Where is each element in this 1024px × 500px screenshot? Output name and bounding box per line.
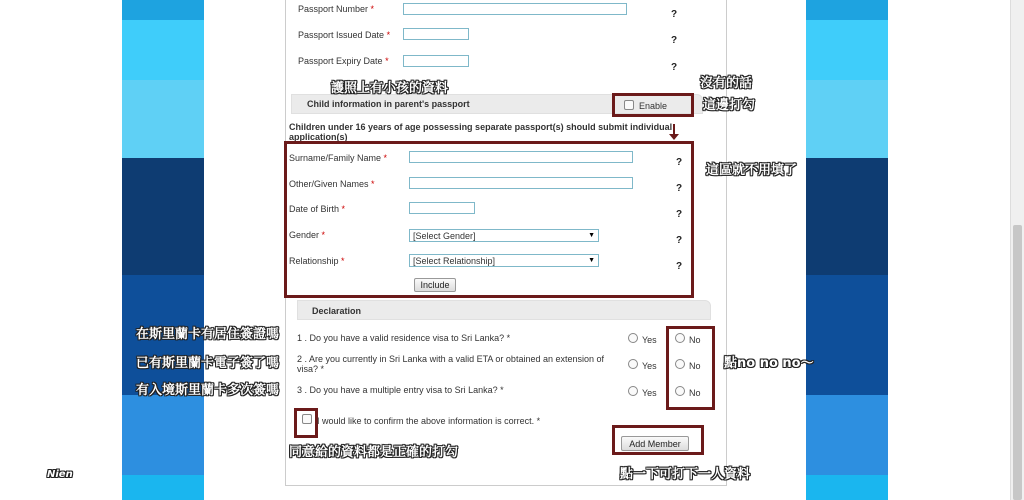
q3-no-label: No xyxy=(689,388,701,398)
annotation-residence-visa: 在斯里蘭卡有居住簽證嗎 xyxy=(136,327,280,342)
passport-expiry-help[interactable]: ? xyxy=(671,62,678,73)
stripe xyxy=(122,395,204,475)
child-separate-passport-notice: Children under 16 years of age possessing separate passport(s) should submit individual application(s) xyxy=(289,122,673,142)
stripe xyxy=(806,158,888,275)
q2-yes-radio[interactable] xyxy=(628,359,638,369)
passport-issued-help[interactable]: ? xyxy=(671,35,678,46)
signature: Nien xyxy=(47,469,73,480)
stripe xyxy=(122,80,204,158)
child-dob-help[interactable]: ? xyxy=(676,209,683,220)
child-surname-help[interactable]: ? xyxy=(676,157,683,168)
annotation-add-next: 點一下可打下一人資料 xyxy=(620,467,751,482)
annotation-check-here: 這邊打勾 xyxy=(703,98,756,113)
q2-no-radio[interactable] xyxy=(675,359,685,369)
child-relationship-help[interactable]: ? xyxy=(676,261,683,272)
q1-no-radio[interactable] xyxy=(675,333,685,343)
child-gender-label: Gender * xyxy=(289,230,326,240)
stripe xyxy=(122,20,204,80)
stripe xyxy=(806,475,888,500)
child-relationship-label: Relationship * xyxy=(289,256,345,266)
q3-no-radio[interactable] xyxy=(675,386,685,396)
annotation-confirm-correct: 同意給的資料都是正確的打勾 xyxy=(289,445,459,460)
child-relationship-select-value: [Select Relationship] xyxy=(413,255,496,266)
dropdown-arrow-icon: ▼ xyxy=(588,257,595,264)
child-gender-help[interactable]: ? xyxy=(676,235,683,246)
q3-yes-radio[interactable] xyxy=(628,386,638,396)
annotation-child-passport: 護照上有小孩的資料 xyxy=(331,81,449,96)
child-dob-label: Date of Birth * xyxy=(289,204,346,214)
include-button[interactable]: Include xyxy=(414,278,456,292)
child-surname-label: Surname/Family Name * xyxy=(289,153,388,163)
scrollbar-thumb[interactable] xyxy=(1013,225,1022,500)
annotation-eta-visa: 已有斯里蘭卡電子簽了嗎 xyxy=(136,356,280,371)
declaration-title: Declaration xyxy=(312,306,362,316)
child-fields-highlight-box xyxy=(284,141,694,298)
child-gender-select-value: [Select Gender] xyxy=(413,230,476,241)
stripe xyxy=(806,395,888,475)
q3-yes-label: Yes xyxy=(642,388,657,398)
child-relationship-select[interactable] xyxy=(409,254,599,267)
annotation-if-not: 沒有的話 xyxy=(700,76,753,91)
annotation-all-no: 點no no no～ xyxy=(724,356,814,371)
child-gender-select[interactable] xyxy=(409,229,599,242)
passport-number-help[interactable]: ? xyxy=(671,9,678,20)
declaration-question-1: 1 . Do you have a valid residence visa to Sri Lanka? * xyxy=(297,333,511,343)
stripe xyxy=(122,158,204,275)
arrow-down-icon xyxy=(669,134,679,140)
annotation-no-need-fill: 這區就不用填了 xyxy=(706,163,798,178)
child-dob-input[interactable] xyxy=(409,202,475,214)
passport-expiry-label: Passport Expiry Date * xyxy=(298,56,389,66)
stripe xyxy=(806,20,888,80)
declaration-question-3: 3 . Do you have a multiple entry visa to Sri Lanka? * xyxy=(297,385,504,395)
passport-issued-input[interactable] xyxy=(403,28,469,40)
q2-no-label: No xyxy=(689,361,701,371)
dropdown-arrow-icon: ▼ xyxy=(588,232,595,239)
confirm-checkbox[interactable] xyxy=(302,414,312,424)
left-stripe-panel xyxy=(122,0,204,500)
passport-issued-label: Passport Issued Date * xyxy=(298,30,391,40)
stripe xyxy=(806,80,888,158)
stripe xyxy=(122,0,204,20)
right-stripe-panel xyxy=(806,0,888,500)
child-surname-input[interactable] xyxy=(409,151,633,163)
enable-label: Enable xyxy=(639,101,668,111)
child-other-names-label: Other/Given Names * xyxy=(289,179,375,189)
q1-yes-label: Yes xyxy=(642,335,657,345)
child-other-names-help[interactable]: ? xyxy=(676,183,683,194)
declaration-question-2: 2 . Are you currently in Sri Lanka with a valid ETA or obtained an extension of visa? * xyxy=(297,354,605,374)
q2-yes-label: Yes xyxy=(642,361,657,371)
stripe xyxy=(806,275,888,395)
stripe xyxy=(806,0,888,20)
confirm-text: I would like to confirm the above information is correct. * xyxy=(317,416,541,426)
annotation-multiple-entry: 有入境斯里蘭卡多次簽嗎 xyxy=(136,383,280,398)
add-member-button[interactable]: Add Member xyxy=(621,436,689,451)
stripe xyxy=(122,475,204,500)
passport-expiry-input[interactable] xyxy=(403,55,469,67)
passport-number-input[interactable] xyxy=(403,3,627,15)
passport-number-label: Passport Number * xyxy=(298,4,375,14)
child-section-title: Child information in parent's passport xyxy=(307,99,470,109)
enable-checkbox[interactable] xyxy=(624,100,634,110)
child-other-names-input[interactable] xyxy=(409,177,633,189)
q1-no-label: No xyxy=(689,335,701,345)
q1-yes-radio[interactable] xyxy=(628,333,638,343)
page-scrollbar[interactable] xyxy=(1010,0,1024,500)
